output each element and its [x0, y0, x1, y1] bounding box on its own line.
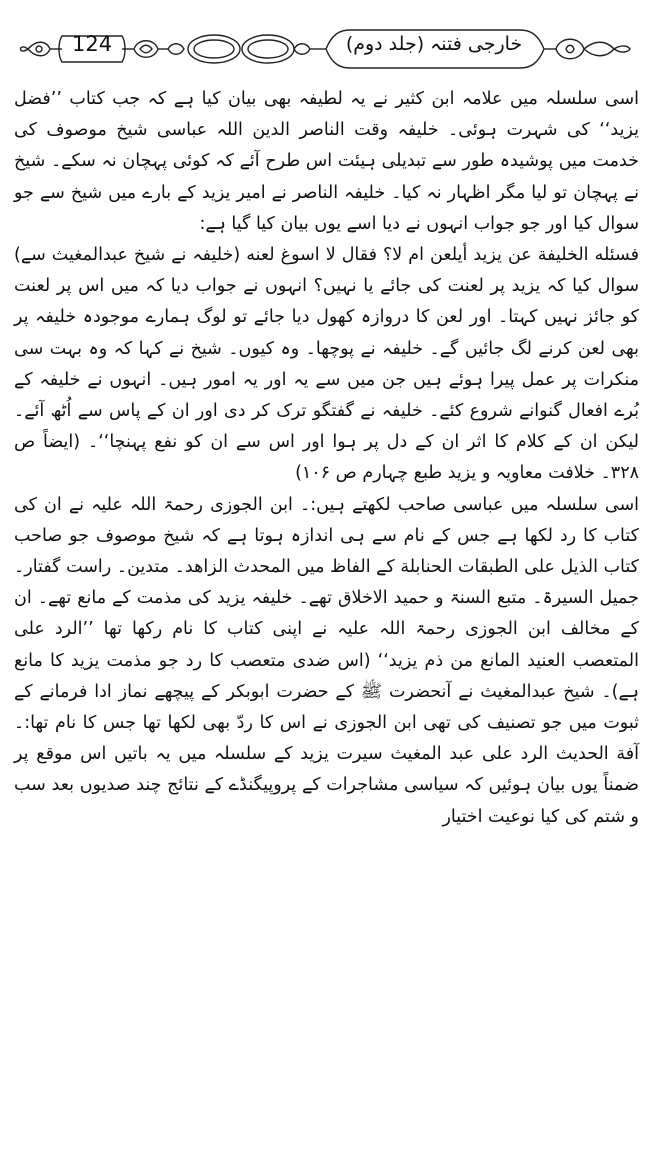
- paragraph-1: اسی سلسلہ میں علامہ ابن کثیر نے یہ لطیفہ بھی بیان کیا ہے کہ جب کتاب ’’فضل یزید‘‘ کی شہرت ہوئی۔ خلیفہ وقت الناصر الدین اللہ عباسی شیخ موصوف کی خدمت میں پوشیدہ طور سے تبدیلی ہیئت اس طرح آئے کہ کوئی پہچان نہ سکے۔ شیخ نے پہچان تو لیا مگر اظہار نہ کیا۔ خلیفہ الناصر نے امیر یزید کے بارے میں شیخ سے جو سوال کیا اور جو جواب انہوں نے دیا اسے یوں بیان کیا گیا ہے:: [14, 89, 639, 234]
- body-text: [14, 84, 639, 833]
- paragraph-2: فسئله الخليفة عن يزيد أيلعن ام لا؟ فقال لا اسوغ لعنه (خلیفہ نے شیخ عبدالمغیث سے) سوال کیا کہ یزید پر لعنت کی جائے یا نہیں؟ انہوں نے جواب دیا کہ میں اس پر لعنت کو جائز نہیں کہتا۔ اور لعن کا دروازہ کھول دیا جائے تو لوگ ہمارے موجودہ خلیفہ پر بھی لعن کرنے لگ جائیں گے۔ خلیفہ نے پوچھا۔ وہ کیوں۔ شیخ نے کہا کہ وہ بہت سی منکرات پر عمل پیرا ہوئے ہیں جن میں سے یہ اور یہ امور ہیں۔ انہوں نے خلیفہ کے بُرے افعال گنوانے شروع کئے۔ خلیفہ نے گفتگو ترک کر دی اور ان کے پاس سے اُٹھ آئے۔ لیکن ان کے کلام کا اثر ان کے دل پر ہوا اور اس سے ان کو نفع پہنچا‘‘۔ (ایضاً ص ۳۲۸۔ خلافت معاویہ و یزید طبع چہارم ص ۱۰۶): [14, 245, 639, 484]
- page-title: خارجی فتنہ (جلد دوم): [345, 33, 523, 55]
- page-number: 124: [72, 32, 113, 56]
- page-header: [10, 22, 640, 74]
- paragraph-3: اسی سلسلہ میں عباسی صاحب لکھتے ہیں:۔ ابن الجوزی رحمۃ اللہ علیہ نے ان کی کتاب کا رد لکھا ہے جس کے نام سے ہی اندازہ ہوتا ہے کہ شیخ موصوف جو صاحب کتاب الذيل على الطبقات الحنابلة کے الفاظ میں المحدث الزاهد۔ متدین۔ راست گفتار۔ جمیل السیرۃ۔ متبع السنۃ و حمید الاخلاق تھے۔ خلیفہ یزید کی مذمت کے مانع تھے۔ ان کے مخالف ابن الجوزی رحمۃ اللہ علیہ نے اپنی کتاب کا نام رکھا تھا ’’الرد على المتعصب العنيد المانع من ذم يزيد‘‘ (اس ضدی متعصب کا رد جو مذمت یزید کا مانع ہے)۔ شیخ عبدالمغیث نے آنحضرت ﷺ کے حضرت ابوبکر کے پیچھے نماز ادا فرمانے کے ثبوت میں جو تصنیف کی تھی ابن الجوزی نے اس کا ردّ بھی لکھا تھا جس کا نام تھا:۔ آفة الحديث الرد على عبد المغيث سیرت یزید کے سلسلہ میں یہ باتیں اس موقع پر ضمناً یوں بیان ہوئیں کہ سیاسی مشاجرات کے پروپیگنڈے کے نتائج چند صدیوں بعد سب و شتم کی کیا نوعیت اختیار: [14, 494, 639, 827]
